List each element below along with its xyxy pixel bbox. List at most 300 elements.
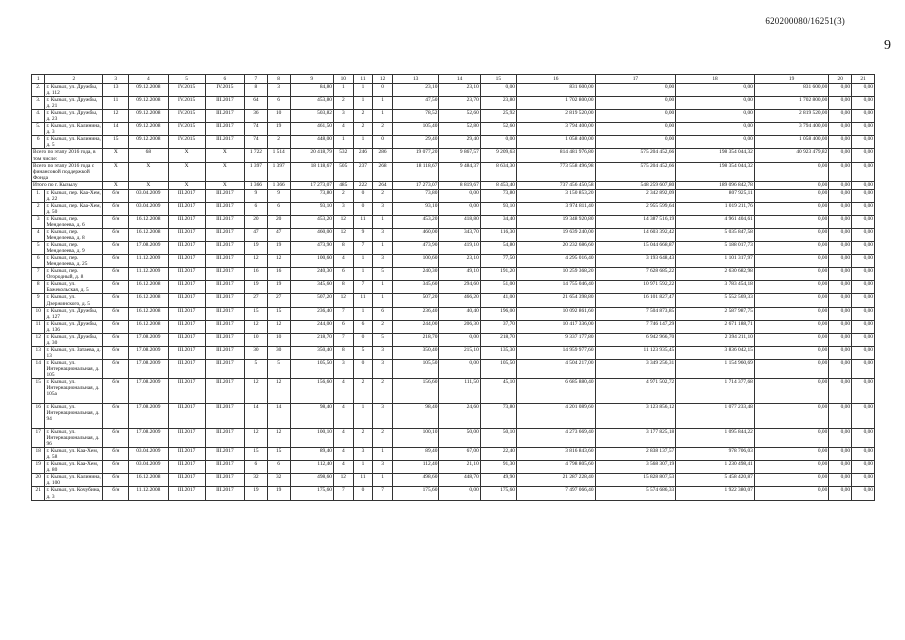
table-cell: б/н xyxy=(103,487,129,500)
table-cell: 453,20 xyxy=(392,215,439,228)
table-cell: г. Кызыл, ул. Дзержинского, д. 5 xyxy=(45,294,103,307)
table-cell: X xyxy=(205,162,244,181)
table-cell: 0,00 xyxy=(852,379,875,404)
table-cell: 19 xyxy=(267,123,290,136)
table-cell: г. Кызыл, пер. Огородный, д. 8 xyxy=(45,268,103,281)
table-cell: III.2017 xyxy=(168,359,205,378)
table-cell: 2 xyxy=(353,110,373,123)
table-cell: 175,60 xyxy=(290,487,333,500)
table-cell: 5 035 847,58 xyxy=(676,228,755,241)
table-cell: III.2017 xyxy=(205,404,244,429)
table-cell: 2 xyxy=(333,97,353,110)
table-cell: 45,10 xyxy=(480,379,516,404)
table-cell: 100,10 xyxy=(392,429,439,448)
table-cell: 105,50 xyxy=(480,359,516,378)
table-cell: 1 101 317,97 xyxy=(676,255,755,268)
table-cell: г. Кызыл, ул. Интернациональная, д. 96 xyxy=(45,429,103,448)
table-cell: 0,00 xyxy=(829,149,852,162)
table-cell: 4 xyxy=(333,461,353,474)
table-cell: 0,00 xyxy=(754,242,828,255)
table-cell: г. Кызыл, ул. Дружбы, д. 30 xyxy=(45,333,103,346)
table-cell: 814 481 976,80 xyxy=(516,149,595,162)
table-cell: 12 xyxy=(333,228,353,241)
table-cell: 12 xyxy=(245,429,268,448)
table-cell: 236,40 xyxy=(392,307,439,320)
table-cell: 0,00 xyxy=(852,333,875,346)
table-cell: III.2017 xyxy=(205,255,244,268)
table-cell: III.2017 xyxy=(168,268,205,281)
table-cell: 4 xyxy=(333,429,353,448)
table-cell: Всего по этапу 2016 года с финансовой поддержкой Фонда xyxy=(32,162,103,181)
table-cell: 191,20 xyxy=(480,268,516,281)
table-cell: 7 497 066,40 xyxy=(516,487,595,500)
table-cell: 453,80 xyxy=(290,97,333,110)
table-cell: 03.04.2009 xyxy=(129,461,168,474)
table-cell: III.2017 xyxy=(205,268,244,281)
table-cell: 7 xyxy=(32,268,45,281)
table-cell: 0,00 xyxy=(754,333,828,346)
table-cell: 350,40 xyxy=(392,346,439,359)
table-cell: 2 xyxy=(353,379,373,404)
table-cell: 244,00 xyxy=(290,320,333,333)
table-cell: 3 794 400,00 xyxy=(516,123,595,136)
table-cell: 17.08.2009 xyxy=(129,379,168,404)
table-cell: 89,40 xyxy=(290,448,333,461)
table-cell: 1 xyxy=(333,136,353,149)
table-cell: г. Кызыл, пер. Менделеева, д. 9 xyxy=(45,242,103,255)
table-cell: 237 xyxy=(353,162,373,181)
table-cell: 19 xyxy=(267,487,290,500)
table-row xyxy=(32,359,875,378)
table-cell: Всего по этапу 2016 года, в том числе: xyxy=(32,149,103,162)
table-cell: 0,00 xyxy=(676,84,755,97)
table-cell: 2 819 520,00 xyxy=(516,110,595,123)
table-cell: 575 204 452,66 xyxy=(595,162,676,181)
table-cell: III.2017 xyxy=(205,474,244,487)
table-cell: 345,60 xyxy=(290,281,333,294)
table-cell: 100,60 xyxy=(290,255,333,268)
table-cell: III.2017 xyxy=(205,242,244,255)
table-cell: 09.12.2008 xyxy=(129,123,168,136)
table-cell: 14 959 977,60 xyxy=(516,346,595,359)
table-cell: 1 714 377,68 xyxy=(676,379,755,404)
table-cell: 11 xyxy=(353,294,373,307)
table-cell: 112,40 xyxy=(290,461,333,474)
table-cell: 0,00 xyxy=(829,215,852,228)
table-cell: 5 552 569,33 xyxy=(676,294,755,307)
table-cell: 4 xyxy=(333,123,353,136)
table-cell: 343,70 xyxy=(439,228,480,241)
table-cell: 3. xyxy=(32,97,45,110)
table-cell: 0 xyxy=(353,202,373,215)
table-cell: 3 150 853,20 xyxy=(516,189,595,202)
table-cell: 0,00 xyxy=(852,242,875,255)
table-cell: г. Кызыл, ул. Дружбы, д. 21 xyxy=(45,97,103,110)
table-cell: 0,00 xyxy=(754,255,828,268)
table-cell: 0,00 xyxy=(754,189,828,202)
table-cell: 32 xyxy=(245,474,268,487)
table-cell: 0,00 xyxy=(852,320,875,333)
table-cell: 0,00 xyxy=(829,242,852,255)
table-cell: 268 xyxy=(373,162,393,181)
table-cell: 1 xyxy=(373,281,393,294)
table-cell: 21 654 398,80 xyxy=(516,294,595,307)
table-cell: 0,00 xyxy=(829,474,852,487)
table-cell: 14 xyxy=(245,404,268,429)
table-cell: 6 685 880,40 xyxy=(516,379,595,404)
table-cell: б/н xyxy=(103,359,129,378)
table-cell: 14 xyxy=(267,404,290,429)
table-cell: 0,00 xyxy=(829,448,852,461)
table-cell: 6 942 966,70 xyxy=(595,333,676,346)
table-cell: 12 xyxy=(245,255,268,268)
table-cell: 419,10 xyxy=(439,242,480,255)
column-number-cell: 9 xyxy=(290,75,333,84)
table-cell: 507,20 xyxy=(290,294,333,307)
table-cell: III.2017 xyxy=(168,379,205,404)
table-cell: 0,00 xyxy=(676,110,755,123)
table-row xyxy=(32,474,875,487)
table-cell: 0,00 xyxy=(595,136,676,149)
table-cell: 1 702 800,00 xyxy=(516,97,595,110)
table-cell: X xyxy=(129,162,168,181)
table-cell: 47,50 xyxy=(392,97,439,110)
table-cell: 0,00 xyxy=(852,136,875,149)
table-cell: г. Кызыл, ул. Бажекольская, д. 5 xyxy=(45,281,103,294)
table-cell: б/н xyxy=(103,215,129,228)
table-cell: 418,80 xyxy=(439,215,480,228)
table-cell: III.2017 xyxy=(205,448,244,461)
column-number-cell: 10 xyxy=(333,75,353,84)
table-cell: 116,30 xyxy=(480,228,516,241)
table-cell: III.2017 xyxy=(205,202,244,215)
table-cell: 12 xyxy=(333,474,353,487)
table-cell: 03.04.2009 xyxy=(129,448,168,461)
table-cell: X xyxy=(103,149,129,162)
table-cell: 4 xyxy=(333,379,353,404)
table-cell: 13 xyxy=(103,84,129,97)
table-cell: 23,10 xyxy=(439,84,480,97)
table-cell: 0,00 xyxy=(829,379,852,404)
table-cell: 0,00 xyxy=(595,110,676,123)
table-cell: 67,00 xyxy=(439,448,480,461)
column-number-cell: 16 xyxy=(516,75,595,84)
table-cell: 3 177 825,18 xyxy=(595,429,676,448)
table-cell: 4 971 502,72 xyxy=(595,379,676,404)
table-cell: 14 387 516,19 xyxy=(595,215,676,228)
table-cell: г. Кызыл, ул. Каа-Хем, д. 80 xyxy=(45,461,103,474)
table-cell: 10 259 368,20 xyxy=(516,268,595,281)
table-cell: 0,00 xyxy=(829,404,852,429)
table-cell: 737 456 450,58 xyxy=(516,181,595,189)
table-cell: 2 xyxy=(333,189,353,202)
table-cell: 2 671 188,71 xyxy=(676,320,755,333)
table-cell: III.2017 xyxy=(168,307,205,320)
table-cell: 345,60 xyxy=(392,281,439,294)
table-cell: X xyxy=(103,162,129,181)
table-cell: 3 xyxy=(373,202,393,215)
table-cell: 0,00 xyxy=(439,202,480,215)
table-cell: 3 xyxy=(373,228,393,241)
table-cell: III.2017 xyxy=(168,281,205,294)
table-cell: 0,00 xyxy=(852,461,875,474)
table-cell: 0,00 xyxy=(852,202,875,215)
table-cell: 105,50 xyxy=(392,359,439,378)
table-cell: 3 783 454,18 xyxy=(676,281,755,294)
table-cell: 0,00 xyxy=(754,487,828,500)
table-cell: 0,00 xyxy=(829,110,852,123)
column-number-cell: 2 xyxy=(45,75,103,84)
table-cell: 286 xyxy=(373,149,393,162)
table-cell: 16.12.2008 xyxy=(129,281,168,294)
table-cell: 9 xyxy=(267,189,290,202)
table-cell: 4 xyxy=(333,255,353,268)
table-cell: 9 xyxy=(353,228,373,241)
table-cell: 6 xyxy=(267,461,290,474)
table-cell: 1 397 xyxy=(245,162,268,181)
column-number-cell: 6 xyxy=(205,75,244,84)
table-cell: 64 xyxy=(245,97,268,110)
table-cell: 1 019 211,76 xyxy=(676,202,755,215)
table-cell: 8 xyxy=(333,242,353,255)
table-cell: г. Кызыл, ул. Дружбы, д. 112 xyxy=(45,84,103,97)
table-cell: г. Кызыл, ул. Дружбы, д. 136 xyxy=(45,320,103,333)
table-cell: 21 287 228,40 xyxy=(516,474,595,487)
table-cell: 8 xyxy=(333,346,353,359)
table-cell: 15 828 807,53 xyxy=(595,474,676,487)
table-cell: IV.2015 xyxy=(168,84,205,97)
table-cell: 16 xyxy=(245,268,268,281)
table-cell: 7 746 147,29 xyxy=(595,320,676,333)
table-cell: 41,00 xyxy=(480,294,516,307)
table-cell: 10 092 861,60 xyxy=(516,307,595,320)
table-cell: 0,00 xyxy=(754,404,828,429)
table-cell: 0,00 xyxy=(754,281,828,294)
table-cell: 0,00 xyxy=(754,320,828,333)
table-row xyxy=(32,281,875,294)
table-cell: 0,00 xyxy=(595,97,676,110)
table-cell: б/н xyxy=(103,281,129,294)
table-cell: 1 xyxy=(373,474,393,487)
table-cell: 20 418,79 xyxy=(290,149,333,162)
table-cell: 1 xyxy=(353,461,373,474)
table-cell: 2. xyxy=(32,84,45,97)
table-cell: 0,00 xyxy=(595,84,676,97)
table-row xyxy=(32,404,875,429)
table-cell: 1 xyxy=(353,84,373,97)
table-cell: 23,10 xyxy=(439,255,480,268)
table-cell: X xyxy=(205,149,244,162)
table-cell: г. Кызыл, ул. Интернациональная, д. 105а xyxy=(45,379,103,404)
table-cell: 218,70 xyxy=(480,333,516,346)
table-cell: 0,00 xyxy=(829,189,852,202)
table-cell: 89,40 xyxy=(392,448,439,461)
table-cell: 0,00 xyxy=(852,84,875,97)
table-cell: 0 xyxy=(353,333,373,346)
table-cell: III.2017 xyxy=(168,255,205,268)
table-cell: 0,00 xyxy=(852,123,875,136)
table-cell: 73,80 xyxy=(480,189,516,202)
table-cell: 4 xyxy=(32,228,45,241)
table-cell: 4. xyxy=(32,110,45,123)
table-cell: г. Кызыл, пер. Менделеева, д. 8 xyxy=(45,228,103,241)
table-cell: 2 955 599,64 xyxy=(595,202,676,215)
table-cell: г. Кызыл, ул. Интернациональная, д. 94 xyxy=(45,404,103,429)
column-number-cell: 1 xyxy=(32,75,45,84)
table-cell: б/н xyxy=(103,461,129,474)
table-cell: III.2017 xyxy=(168,294,205,307)
table-cell: б/н xyxy=(103,268,129,281)
table-cell: 4 xyxy=(333,404,353,429)
table-cell: 135,30 xyxy=(480,346,516,359)
table-cell: 19 xyxy=(245,487,268,500)
table-cell: 50,10 xyxy=(480,429,516,448)
table-cell: IV.2015 xyxy=(168,136,205,149)
table-cell: III.2017 xyxy=(205,123,244,136)
table-cell: 15 xyxy=(245,448,268,461)
table-cell: 49,90 xyxy=(480,474,516,487)
table-cell: 505 xyxy=(333,162,353,181)
table-cell: 78,52 xyxy=(392,110,439,123)
table-cell: 3 xyxy=(267,84,290,97)
table-cell: 12 xyxy=(333,294,353,307)
table-cell: 0 xyxy=(373,84,393,97)
table-cell: 1 095 844,22 xyxy=(676,429,755,448)
table-row xyxy=(32,215,875,228)
table-cell: 105,40 xyxy=(392,123,439,136)
table-cell: б/н xyxy=(103,189,129,202)
table-cell: 0,00 xyxy=(852,448,875,461)
table-cell: 0,00 xyxy=(829,461,852,474)
table-cell: г. Кызыл, ул. Калинина, д. 3 xyxy=(46,123,101,136)
table-cell: 3 xyxy=(333,202,353,215)
table-cell: 2 xyxy=(353,123,373,136)
table-cell: 2 630 682,98 xyxy=(676,268,755,281)
table-cell: 5 458 420,87 xyxy=(676,474,755,487)
table-cell: 507,20 xyxy=(392,294,439,307)
table-cell: 0,00 xyxy=(829,294,852,307)
table-cell: 16.12.2008 xyxy=(129,228,168,241)
table-row xyxy=(32,228,875,241)
table-cell: 0,00 xyxy=(852,487,875,500)
table-cell: 18 118,67 xyxy=(392,162,439,181)
table-cell: 7 xyxy=(373,487,393,500)
table-cell: 0,00 xyxy=(754,429,828,448)
table-cell: 1 514 xyxy=(267,149,290,162)
table-cell: 1 397 xyxy=(267,162,290,181)
table-cell: б/н xyxy=(103,320,129,333)
table-cell: 3 836 042,15 xyxy=(676,346,755,359)
table-cell: 6 xyxy=(333,268,353,281)
register-table xyxy=(31,74,875,501)
table-cell: 100,60 xyxy=(392,255,439,268)
table-cell: 6 xyxy=(373,307,393,320)
table-cell: 0,00 xyxy=(829,320,852,333)
table-cell: 0 xyxy=(353,189,373,202)
table-cell: IV.2015 xyxy=(205,84,244,97)
table-cell: 4 295 016,40 xyxy=(516,255,595,268)
table-cell: 3 xyxy=(373,255,393,268)
table-cell: 13 xyxy=(32,346,45,359)
table-cell: 19 639 240,00 xyxy=(516,228,595,241)
table-cell: 498,60 xyxy=(290,474,333,487)
table-cell: г. Кызыл, пер. Менделеева, д. 25 xyxy=(45,255,103,268)
table-cell: 5 xyxy=(32,242,45,255)
table-cell: 51,00 xyxy=(480,281,516,294)
table-cell: 12 xyxy=(267,255,290,268)
table-cell: III.2017 xyxy=(205,97,244,110)
table-cell: 198 354 044,32 xyxy=(676,149,755,162)
table-cell: X xyxy=(103,181,129,189)
table-cell: III.2017 xyxy=(205,281,244,294)
table-cell: 40 923 479,82 xyxy=(754,149,828,162)
table-cell: 461,50 xyxy=(290,123,333,136)
table-cell: 16.12.2008 xyxy=(129,294,168,307)
table-cell: 1 xyxy=(373,97,393,110)
table-cell: 448,00 xyxy=(290,136,333,149)
table-cell: 1. xyxy=(32,189,45,202)
table-cell: 50,00 xyxy=(439,429,480,448)
table-cell: 30 xyxy=(267,346,290,359)
table-cell: г. Кызыл, ул. Каа-Хем, д. 58 xyxy=(45,448,103,461)
table-cell: 0,00 xyxy=(829,359,852,378)
table-cell: 19 xyxy=(32,461,45,474)
table-cell: 6 xyxy=(32,255,45,268)
table-cell: 0,00 xyxy=(829,162,852,181)
table-cell: III.2017 xyxy=(168,189,205,202)
table-cell: 19 xyxy=(267,242,290,255)
table-cell: 1 702 800,00 xyxy=(754,97,828,110)
table-cell: 3 xyxy=(333,359,353,378)
table-cell: 0,00 xyxy=(829,487,852,500)
table-cell: 11.12.2009 xyxy=(129,268,168,281)
table-cell: III.2017 xyxy=(205,429,244,448)
table-cell: 0,00 xyxy=(829,181,852,189)
table-cell: 98,40 xyxy=(392,404,439,429)
table-cell: 29,40 xyxy=(392,136,439,149)
table-cell: III.2017 xyxy=(205,307,244,320)
table-cell: 20 xyxy=(245,215,268,228)
table-cell: 15 xyxy=(32,379,45,404)
table-cell: 0,00 xyxy=(480,84,516,97)
table-cell: 17.08.2009 xyxy=(129,404,168,429)
table-cell: 240,30 xyxy=(392,268,439,281)
table-cell: 1 xyxy=(353,136,373,149)
table-row xyxy=(32,461,875,474)
table-cell: 16.12.2008 xyxy=(129,215,168,228)
table-cell: 503,82 xyxy=(290,110,333,123)
column-number-cell: 8 xyxy=(267,75,290,84)
table-cell: 15 xyxy=(103,136,129,149)
table-cell: 175,60 xyxy=(480,487,516,500)
table-cell: 0,00 xyxy=(754,228,828,241)
table-cell: 16.12.2008 xyxy=(129,320,168,333)
table-cell: 27 xyxy=(267,294,290,307)
table-cell: 17 273,07 xyxy=(290,181,333,189)
table-cell: III.2017 xyxy=(168,429,205,448)
table-cell: 0,00 xyxy=(852,162,875,181)
table-cell: 12 xyxy=(32,333,45,346)
table-cell: 14 603 392,42 xyxy=(595,228,676,241)
table-cell: г. Кызыл, ул. Интернациональная, д. 105 xyxy=(45,359,103,378)
table-cell: 5 xyxy=(267,359,290,378)
table-cell: 10 417 336,00 xyxy=(516,320,595,333)
table-cell: 6 xyxy=(32,136,45,149)
table-row xyxy=(32,333,875,346)
column-number-cell: 12 xyxy=(373,75,393,84)
table-cell: 03.04.2009 xyxy=(129,202,168,215)
table-cell: 2 xyxy=(373,379,393,404)
